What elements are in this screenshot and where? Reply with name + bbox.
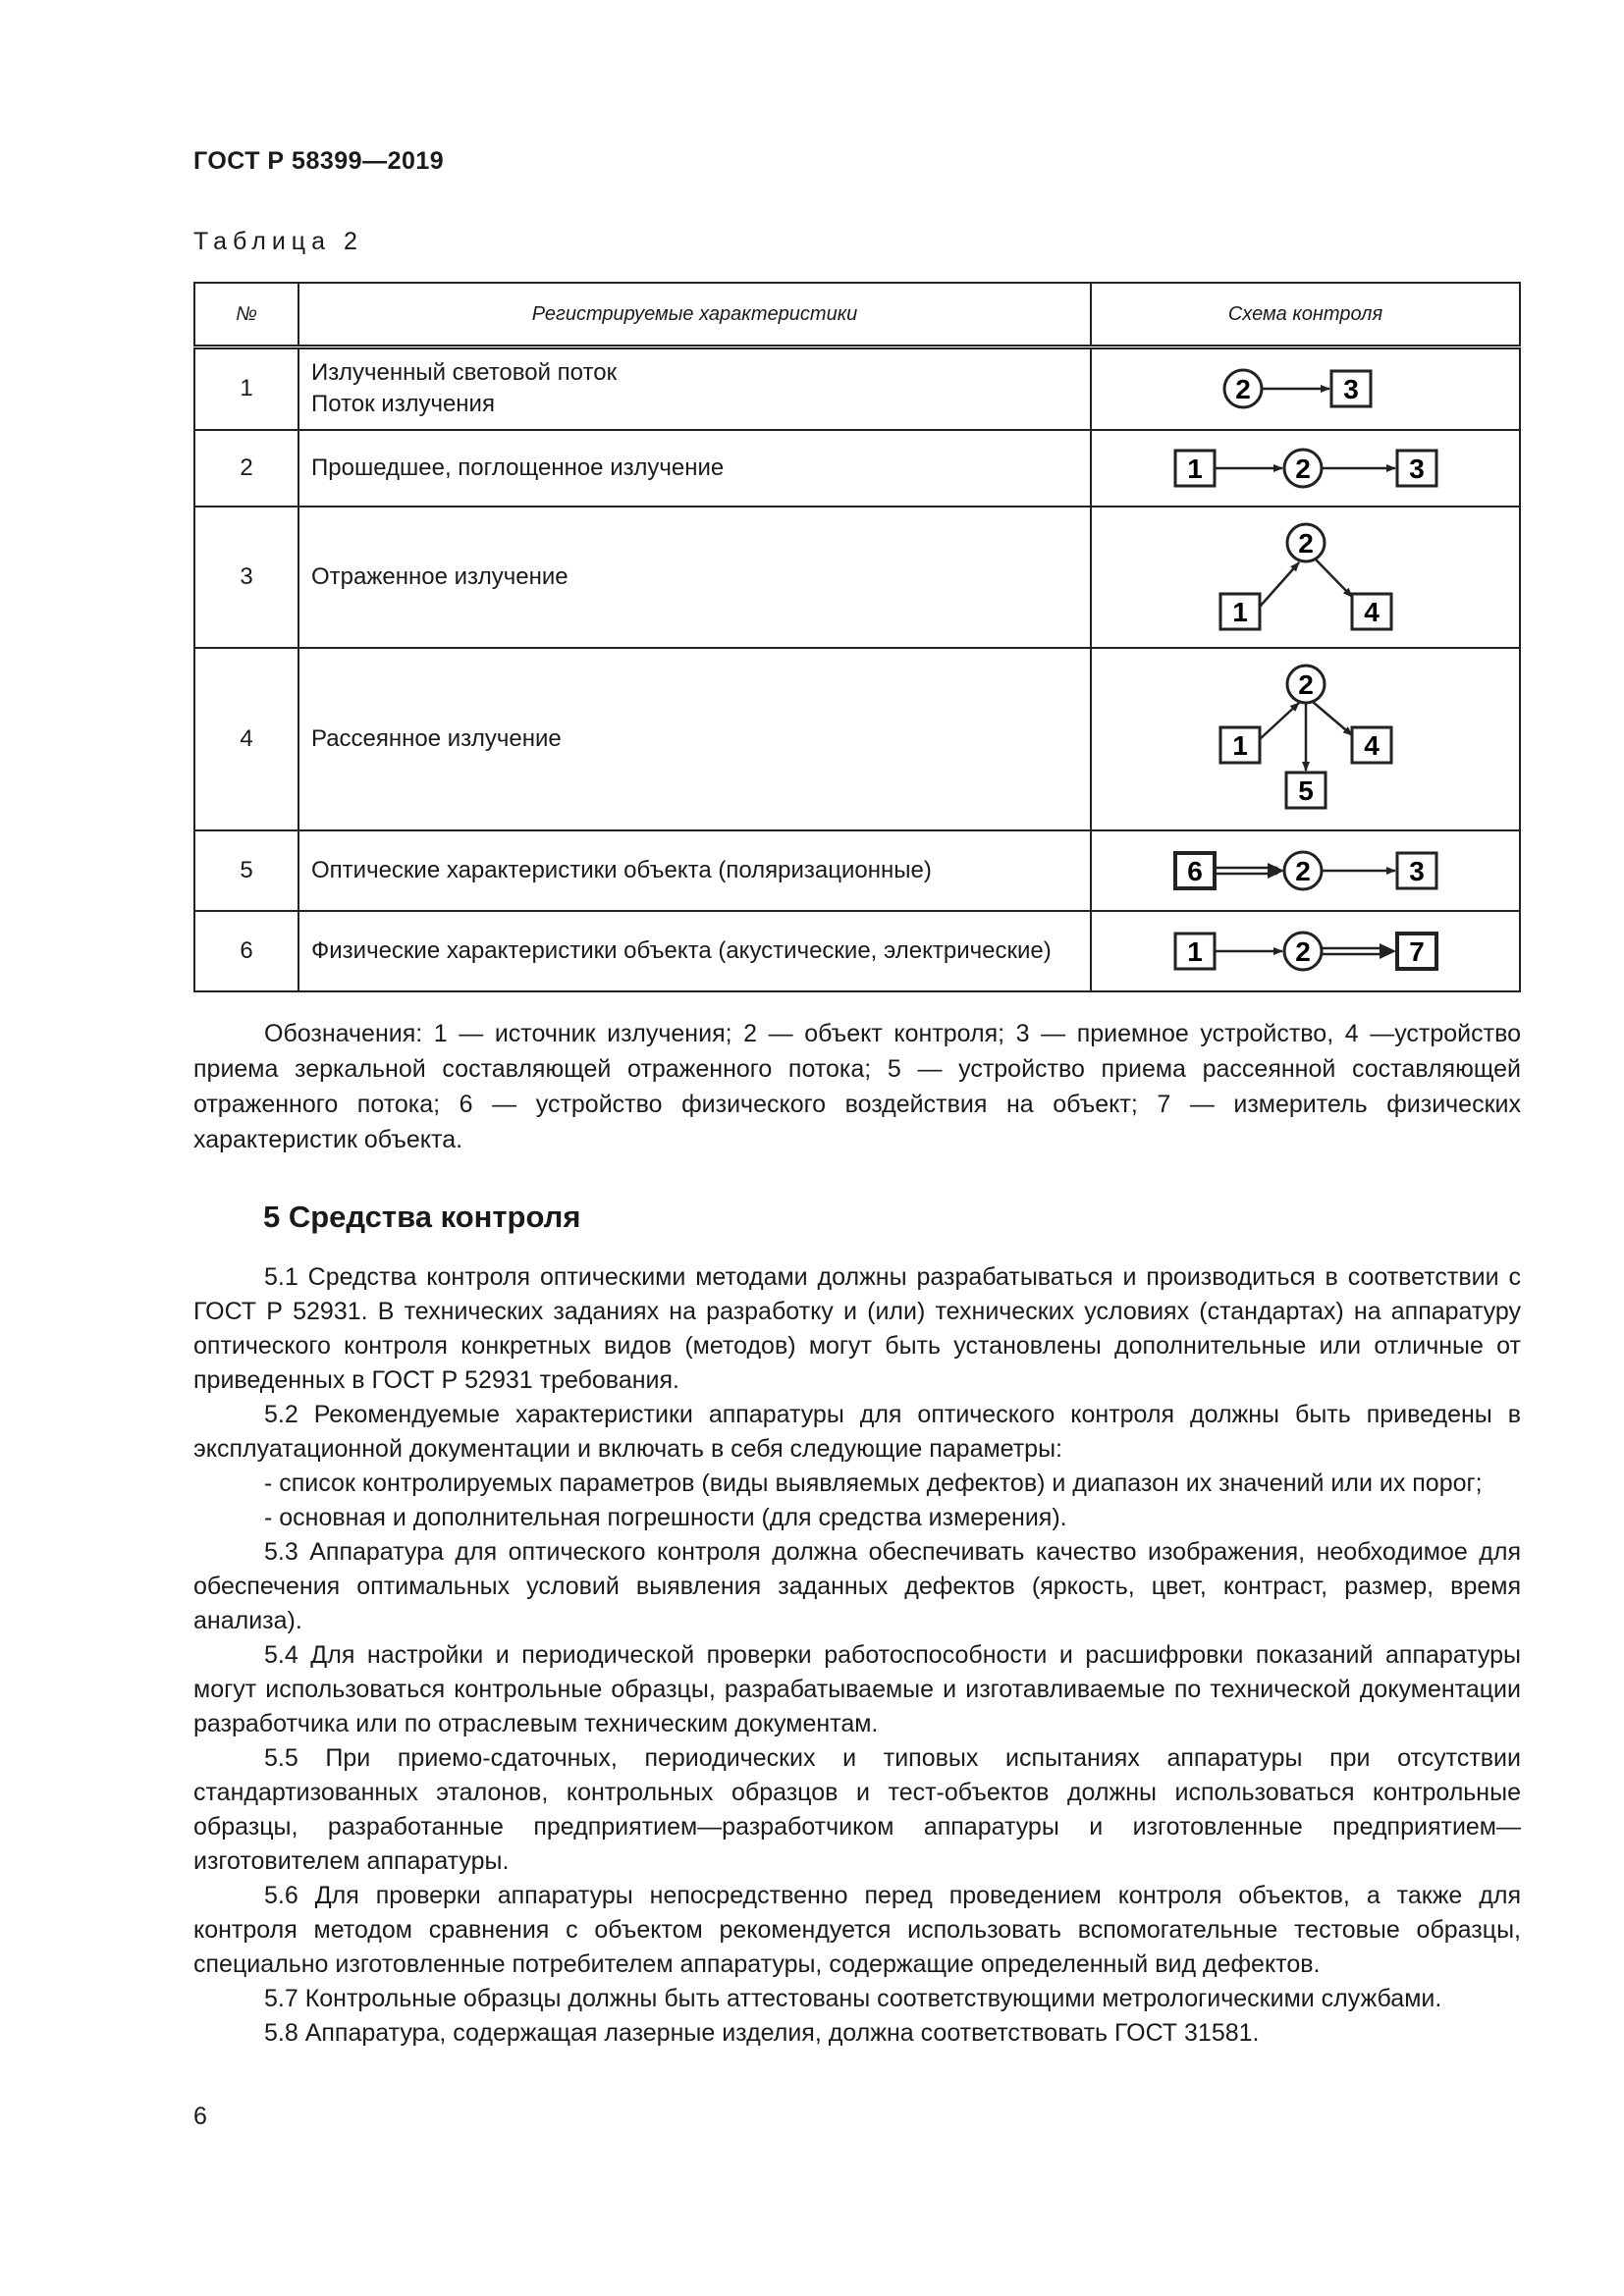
node-label: 6 xyxy=(1186,855,1203,886)
list-item: - основная и дополнительная погрешности (для средства измерения). xyxy=(264,1504,1067,1531)
table-row xyxy=(194,507,1520,648)
paragraph: 5.5 При приемо-сдаточных, периодических и типовых испытаниях аппаратуры при отсутствии стандартизованных эталонов, контрольных образцов и тест-объектов должны использоваться контрольные образцы, разработанные предприятием—разработчиком аппаратуры и изготовленные предприятием—изготовителем аппаратуры. xyxy=(193,1744,1521,1875)
node-label: 7 xyxy=(1408,935,1425,967)
node-label: 4 xyxy=(1363,729,1380,761)
document-header: ГОСТ Р 58399—2019 xyxy=(193,147,445,175)
node-label: 2 xyxy=(1294,935,1311,967)
table-row xyxy=(194,347,1520,430)
scheme-diagram xyxy=(1173,439,1438,498)
control-scheme xyxy=(1091,347,1520,430)
node-label: 1 xyxy=(1231,729,1248,761)
row-number: 2 xyxy=(194,430,298,507)
arrow xyxy=(1260,562,1299,607)
col-scheme-header: Схема контроля xyxy=(1091,283,1520,347)
control-scheme xyxy=(1091,830,1520,911)
characteristics-table xyxy=(193,282,1521,992)
node-label: 2 xyxy=(1294,453,1311,484)
page-number: 6 xyxy=(193,2103,207,2130)
characteristic-line: Оптические характеристики объекта (поляризационные) xyxy=(311,856,932,883)
arrow xyxy=(1313,702,1352,735)
characteristic-line: Прошедшее, поглощенное излучение xyxy=(311,454,725,481)
table-caption: Таблица 2 xyxy=(193,228,363,255)
control-scheme xyxy=(1091,911,1520,991)
scheme-diagram xyxy=(1218,359,1394,418)
control-scheme xyxy=(1091,648,1520,830)
node-label: 2 xyxy=(1297,527,1314,559)
paragraph: 5.4 Для настройки и периодической проверки работоспособности и расшифровки показаний аппаратуры могут использоваться контрольные образцы, разрабатываемые и изготавливаемые по технической документации разработчика или по отраслевым техническим документам. xyxy=(193,1641,1521,1737)
section-body xyxy=(193,1260,1521,2051)
list-item: - список контролируемых параметров (виды выявляемых дефектов) и диапазон их значений или их порог; xyxy=(264,1469,1483,1497)
node-label: 1 xyxy=(1186,935,1203,967)
row-number: 5 xyxy=(194,830,298,911)
paragraph: 5.8 Аппаратура, содержащая лазерные изделия, должна соответствовать ГОСТ 31581. xyxy=(264,2019,1260,2047)
row-characteristic xyxy=(298,648,1091,830)
paragraph: 5.6 Для проверки аппаратуры непосредственно перед проведением контроля объектов, а также для контроля методом сравнения с объектом рекомендуется использовать вспомогательные тестовые образцы, специально изготовленные потребителем аппаратуры, содержащие определенный вид дефектов. xyxy=(193,1882,1521,1978)
node-label: 5 xyxy=(1297,774,1314,806)
node-label: 3 xyxy=(1342,374,1359,405)
node-label: 2 xyxy=(1297,668,1314,700)
table-row xyxy=(194,430,1520,507)
table-notes: Обозначения: 1 — источник излучения; 2 — объект контроля; 3 — приемное устройство, 4 —устройство приема зеркальной составляющей отраженного потока; 5 — устройство приема рассеянной составляющей отраженного потока; 6 — устройство физического воздействия на объект; 7 — измеритель физических характеристик объекта. xyxy=(193,1020,1521,1153)
node-label: 2 xyxy=(1294,855,1311,886)
characteristic-line: Излученный световой поток xyxy=(311,359,618,387)
arrow xyxy=(1316,560,1352,597)
characteristic-line: Рассеянное излучение xyxy=(311,724,562,752)
row-characteristic xyxy=(298,911,1091,991)
col-number-header: № xyxy=(194,283,298,347)
section-title: 5 Средства контроля xyxy=(263,1200,581,1234)
table-row xyxy=(194,911,1520,991)
row-number: 3 xyxy=(194,507,298,648)
paragraph: 5.2 Рекомендуемые характеристики аппаратуры для оптического контроля должны быть приведены в эксплуатационной документации и включать в себя следующие параметры: xyxy=(193,1401,1521,1463)
paragraph: 5.1 Средства контроля оптическими методами должны разрабатываться и производиться в соответствии с ГОСТ Р 52931. В технических заданиях на разработку и (или) технических условиях (стандартах) на аппаратуру оптического контроля конкретных видов (методов) могут быть установлены дополнительные или отличные от приведенных в ГОСТ Р 52931 требования. xyxy=(193,1263,1521,1394)
row-characteristic xyxy=(298,507,1091,648)
control-scheme xyxy=(1091,507,1520,648)
characteristic-line: Физические характеристики объекта (акустические, электрические) xyxy=(311,936,1052,964)
node-label: 2 xyxy=(1234,374,1251,405)
table-row xyxy=(194,648,1520,830)
paragraph: 5.3 Аппаратура для оптического контроля должна обеспечивать качество изображения, необходимое для обеспечения оптимальных условий выявления заданных дефектов (яркость, цвет, контраст, размер, время анализа). xyxy=(193,1538,1521,1634)
paragraph: 5.7 Контрольные образцы должны быть аттестованы соответствующими метрологическими службами. xyxy=(264,1985,1442,2012)
row-characteristic xyxy=(298,830,1091,911)
node-label: 1 xyxy=(1186,453,1203,484)
scheme-diagram xyxy=(1213,661,1399,818)
col-characteristics-header: Регистрируемые характеристики xyxy=(298,283,1091,347)
table-header-row xyxy=(194,283,1520,347)
control-scheme xyxy=(1091,430,1520,507)
scheme-diagram xyxy=(1213,518,1399,636)
row-number: 6 xyxy=(194,911,298,991)
row-characteristic xyxy=(298,430,1091,507)
node-label: 3 xyxy=(1408,855,1425,886)
scheme-diagram xyxy=(1173,841,1438,900)
row-characteristic xyxy=(298,347,1091,430)
node-label: 1 xyxy=(1231,596,1248,627)
arrow-head xyxy=(1380,943,1396,959)
characteristic-line: Поток излучения xyxy=(311,391,495,418)
table-row xyxy=(194,830,1520,911)
arrow xyxy=(1260,703,1299,739)
scheme-diagram xyxy=(1173,922,1438,981)
node-label: 4 xyxy=(1363,596,1380,627)
row-number: 4 xyxy=(194,648,298,830)
arrow-head xyxy=(1268,863,1284,879)
row-number: 1 xyxy=(194,347,298,430)
characteristic-line: Отраженное излучение xyxy=(311,562,568,590)
node-label: 3 xyxy=(1408,453,1425,484)
